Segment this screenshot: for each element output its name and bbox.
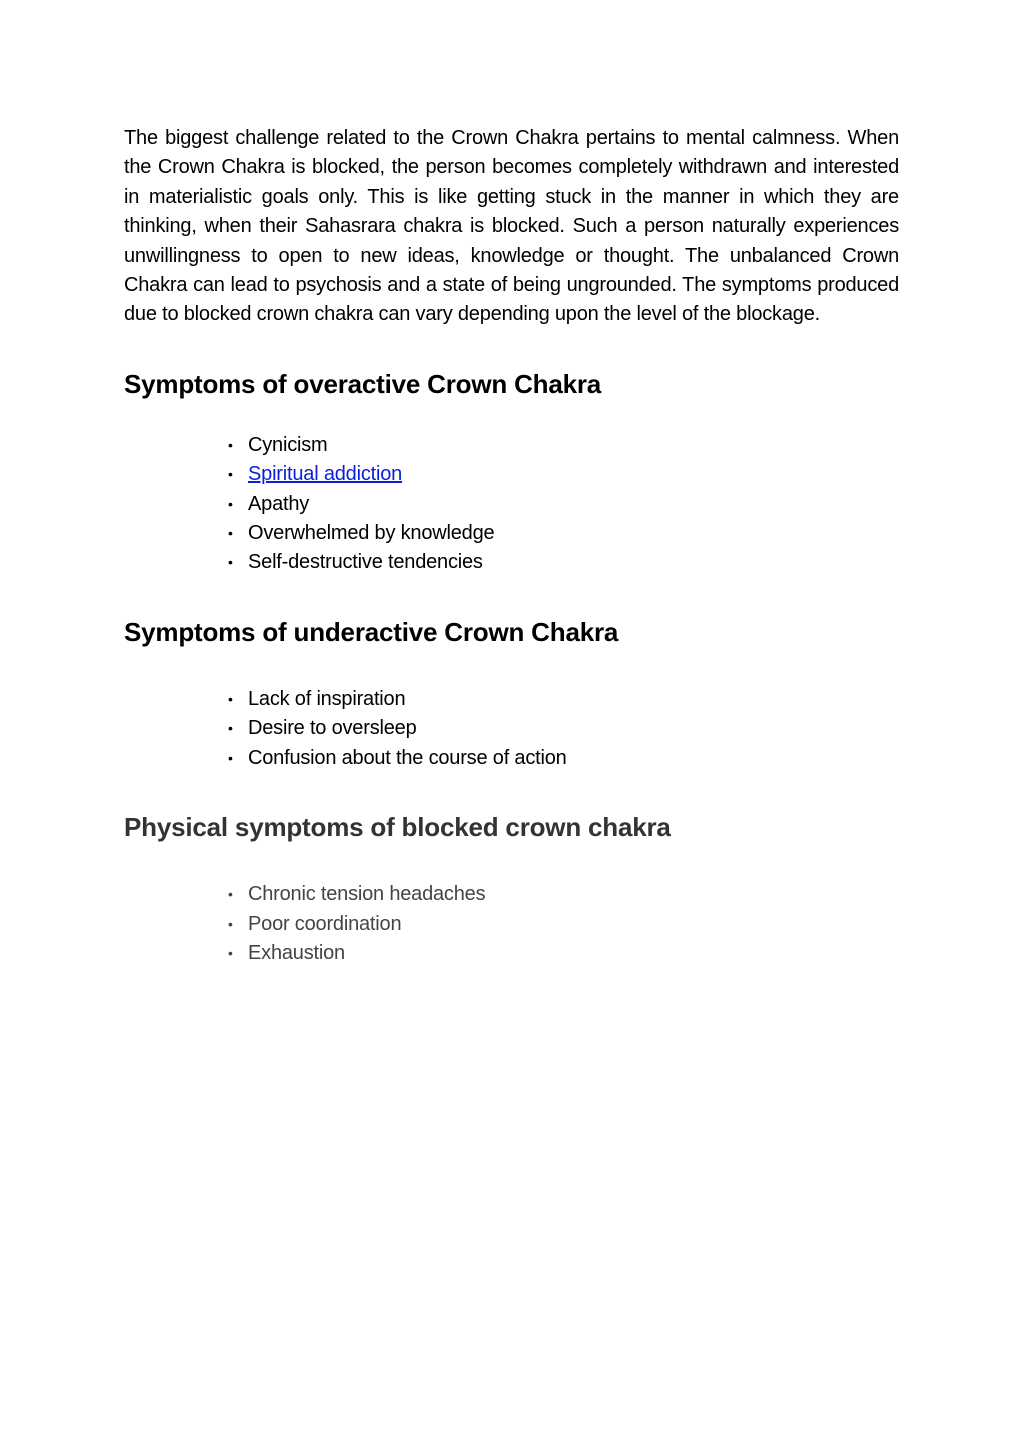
list-item bbox=[124, 714, 899, 743]
list-item bbox=[124, 460, 899, 489]
list-item bbox=[124, 880, 899, 909]
list-item-text: Overwhelmed by knowledge bbox=[248, 522, 495, 545]
list-item-text: Chronic tension headaches bbox=[248, 883, 486, 906]
list-item-text: Poor coordination bbox=[248, 912, 402, 935]
bullet-icon: • bbox=[228, 495, 233, 512]
heading-overactive-symptoms: Symptoms of overactive Crown Chakra bbox=[124, 368, 602, 399]
physical-symptoms-list bbox=[124, 880, 899, 968]
bullet-icon: • bbox=[228, 915, 233, 932]
overactive-symptoms-list bbox=[124, 431, 899, 578]
list-item-text: Cynicism bbox=[248, 433, 328, 456]
document-page bbox=[124, 124, 899, 968]
bullet-icon: • bbox=[228, 466, 233, 483]
bullet-icon: • bbox=[228, 690, 233, 707]
bullet-icon: • bbox=[228, 720, 233, 737]
list-item bbox=[124, 519, 899, 548]
spiritual-addiction-link[interactable]: Spiritual addiction bbox=[248, 463, 403, 486]
list-item bbox=[124, 744, 899, 773]
underactive-symptoms-list bbox=[124, 685, 899, 773]
list-item bbox=[124, 490, 899, 519]
list-item-text: Self-destructive tendencies bbox=[248, 551, 483, 574]
list-item-text: Desire to oversleep bbox=[248, 717, 417, 740]
list-item-text: Confusion about the course of action bbox=[248, 746, 567, 769]
bullet-icon: • bbox=[228, 525, 233, 542]
bullet-icon: • bbox=[228, 886, 233, 903]
list-item bbox=[124, 685, 899, 714]
bullet-icon: • bbox=[228, 554, 233, 571]
list-item bbox=[124, 431, 899, 460]
list-item-text: Exhaustion bbox=[248, 941, 345, 964]
list-item bbox=[124, 548, 899, 577]
bullet-icon: • bbox=[228, 436, 233, 453]
list-item-text: Apathy bbox=[248, 492, 310, 515]
bullet-icon: • bbox=[228, 749, 233, 766]
heading-physical-symptoms: Physical symptoms of blocked crown chakra bbox=[124, 812, 671, 843]
list-item bbox=[124, 910, 899, 939]
list-item bbox=[124, 939, 899, 968]
intro-paragraph: The biggest challenge related to the Crown Chakra pertains to mental calmness. When the Crown Chakra is blocked, the person becomes completely withdrawn and interested in materialistic goals only. This is like getting stuck in the manner in which they are thinking, when their Sahasrara chakra is blocked. Such a person naturally experiences unwillingness to open to new ideas, knowledge or thought. The unbalanced Crown Chakra can lead to psychosis and a state of being ungrounded. The symptoms produced due to blocked crown chakra can vary depending upon the level of the blockage. bbox=[124, 127, 899, 326]
bullet-icon: • bbox=[228, 944, 233, 961]
heading-underactive-symptoms: Symptoms of underactive Crown Chakra bbox=[124, 616, 619, 647]
list-item-text: Lack of inspiration bbox=[248, 687, 406, 710]
